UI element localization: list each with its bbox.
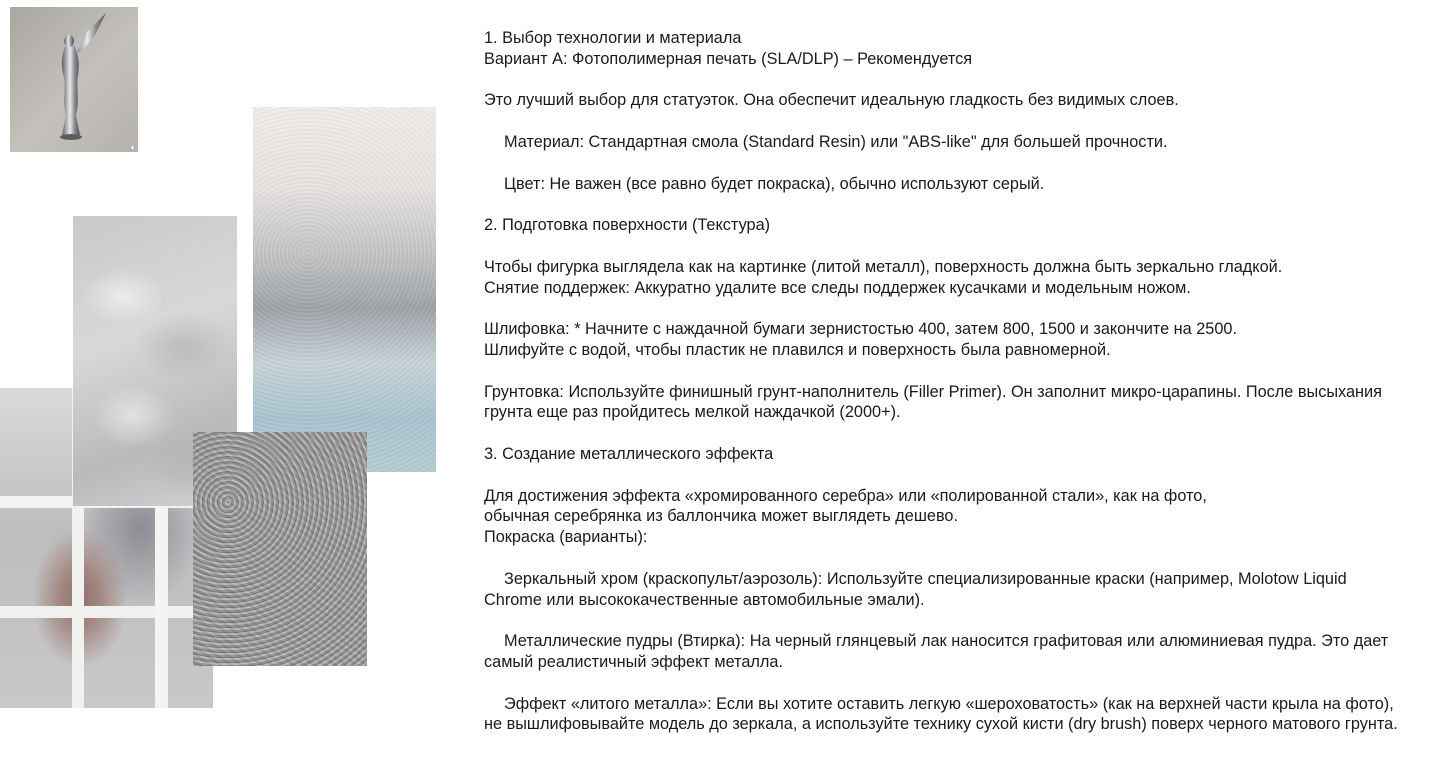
section-2-sanding-1: Шлифовка: * Начните с наждачной бумаги зернистостью 400, затем 800, 1500 и закончите на 2500. (484, 320, 1237, 339)
section-2-title: 2. Подготовка поверхности (Текстура) (484, 216, 771, 235)
section-3-intro-2: обычная серебрянка из баллончика может выглядеть дешево. (484, 507, 958, 526)
section-3-chrome: Зеркальный хром (краскопульт/аэрозоль): Используйте специализированные краски (например, Molotow Liquid Chrome или высококачественные автомобильные эмали). (484, 569, 1347, 609)
hammered-glass-texture (193, 432, 367, 666)
section-3-cast: Эффект «литого металла»: Если вы хотите оставить легкую «шероховатость» (как на верхней части крыла на фото), не вышлифовывайте модель до зеркала, а используйте технику сухой кисти (dry brush) поверх черного матового грунта. (484, 694, 1398, 734)
section-3-intro-3: Покраска (варианты): (484, 528, 648, 547)
statuette-photo (10, 7, 138, 152)
document-body (484, 28, 1404, 756)
section-1-title: 1. Выбор технологии и материала (484, 29, 742, 47)
section-2-supports: Снятие поддержек: Аккуратно удалите все следы поддержек кусачками и модельным ножом. (484, 278, 1191, 297)
section-2-intro: Чтобы фигурка выглядела как на картинке (литой металл), поверхность должна быть зеркально гладкой. (484, 257, 1283, 276)
section-2-primer: Грунтовка: Используйте финишный грунт-наполнитель (Filler Primer). Он заполнит микро-царапины. После высыхания грунта еще раз пройдитесь мелкой наждачкой (2000+). (484, 382, 1382, 422)
section-3-powder: Металлические пудры (Втирка): На черный глянцевый лак наносится графитовая или алюминиевая пудра. Это дает самый реалистичный эффект металла. (484, 632, 1389, 671)
section-2-sanding-2: Шлифуйте с водой, чтобы пластик не плавился и поверхность была равномерной. (484, 340, 1111, 359)
section-1-material: Материал: Стандартная смола (Standard Resin) или "ABS-like" для большей прочности. (504, 132, 1168, 151)
section-3-title: 3. Создание металлического эффекта (484, 444, 774, 463)
section-1-variant: Вариант А: Фотополимерная печать (SLA/DLP) – Рекомендуется (484, 49, 973, 68)
statuette-figure-icon (10, 7, 138, 152)
section-3-intro-1: Для достижения эффекта «хромированного серебра» или «полированной стали», как на фото, (484, 486, 1207, 505)
section-1-intro: Это лучший выбор для статуэток. Она обеспечит идеальную гладкость без видимых слоев. (484, 91, 1179, 110)
section-1-color: Цвет: Не важен (все равно будет покраска), обычно используют серый. (504, 174, 1045, 193)
textured-glass-gradient-texture (253, 107, 436, 472)
